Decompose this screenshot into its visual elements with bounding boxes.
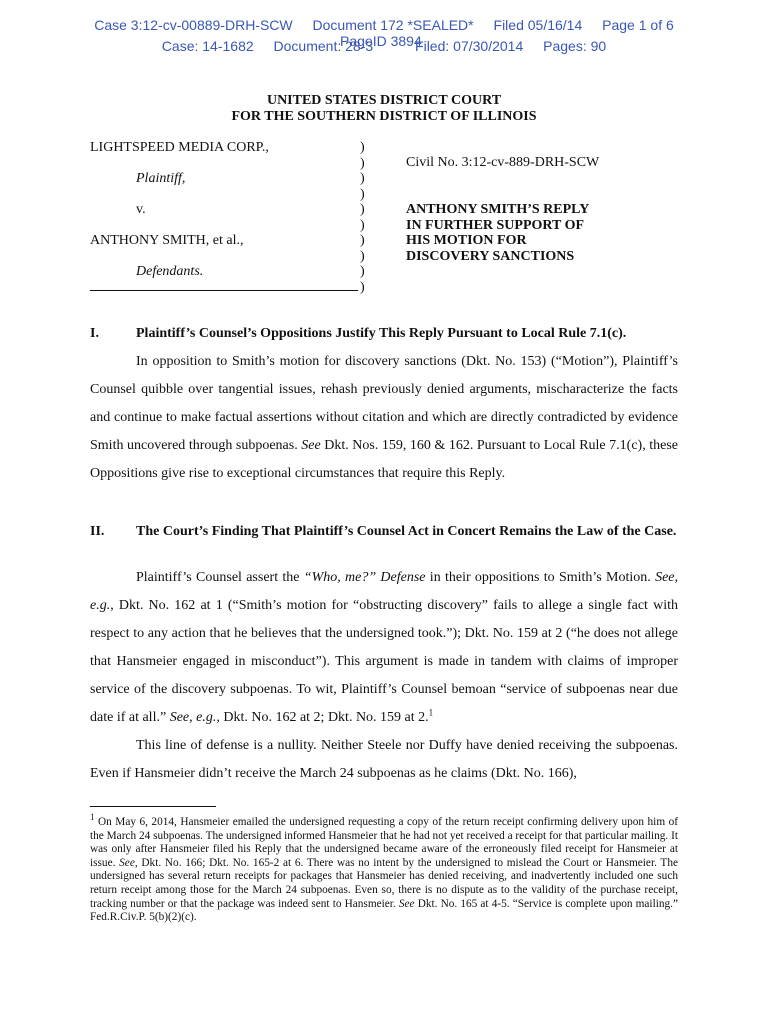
defendant-name: ANTHONY SMITH, et al.,	[90, 233, 244, 248]
appeal-pages: Pages: 90	[543, 38, 607, 54]
caption-parens: ) ) ) ) ) ) ) ) ) )	[360, 140, 365, 295]
ecf-header-district	[0, 17, 768, 33]
civil-number: Civil No. 3:12-cv-889-DRH-SCW	[406, 155, 600, 170]
document-title: ANTHONY SMITH’S REPLY IN FURTHER SUPPORT OF HIS MOTION FOR DISCOVERY SANCTIONS	[406, 202, 590, 264]
appeal-filed-date: Filed: 07/30/2014	[415, 38, 524, 54]
page-id: PageID 3894	[340, 33, 422, 49]
case-number: Case 3:12-cv-00889-DRH-SCW	[94, 17, 293, 33]
filed-date: Filed 05/16/14	[493, 17, 583, 33]
defendant-label: Defendants.	[136, 264, 204, 279]
paragraph-2: Plaintiff’s Counsel assert the “Who, me?” Defense in their oppositions to Smith’s Motion. See, e.g., Dkt. No. 162 at 1 (“Smith’s motion for “obstructing discovery” fails to allege a single fact with respect to any action that he believes that the undersigned took.”); Dkt. No. 159 at 2 (“he does not allege that Hansmeier engaged in misconduct”). This argument is made in tandem with claims of improper service of the discovery subpoenas. To wit, Plaintiff’s Counsel bemoan “service of subpoenas near due date if at all.” See, e.g., Dkt. No. 162 at 2; Dkt. No. 159 at 2.$^1$	[90, 570, 679, 725]
document-number: Document 172 *SEALED*	[312, 17, 474, 33]
page-count: Page 1 of 6	[602, 17, 674, 33]
plaintiff-name: LIGHTSPEED MEDIA CORP.,	[90, 140, 269, 155]
ecf-header-appeal	[0, 38, 768, 54]
footnote-1: $^1$ On May 6, 2014, Hansmeier emailed the undersigned requesting a copy of the return receipt confirming delivery upon him of the March 24 subpoenas. The undersigned informed Hansmeier that he had not yet received a receipt for that particular mailing. It was only after Hansmeier filed his Reply that the undersigned became aware of the erroneously filed receipt for Hansmeier at issue. See, Dkt. No. 166; Dkt. No. 165-2 at 6. There was no intent by the undersigned to mislead the Court or Hansmeier. The undersigned has several return receipts for packages that Hansmeier has denied receiving, and inadvertently included one such return receipt among those for the March 24 subpoenas. Even so, there is no dispute as to the validity of the purchase receipt, tracking number or that the package was indeed sent to Hansmeier. See Dkt. No. 165 at 4-5. “Service is complete upon mailing.” Fed.R.Civ.P. 5(b)(2)(c).	[90, 812, 678, 924]
footnote-ref: 1	[428, 707, 434, 718]
court-name: UNITED STATES DISTRICT COURT FOR THE SOUTHERN DISTRICT OF ILLINOIS	[231, 93, 537, 124]
footnote-rule	[90, 806, 216, 807]
appeal-document-number: Document: 28-3	[273, 38, 374, 54]
caption-rule	[90, 290, 358, 291]
paragraph-3: This line of defense is a nullity. Neither Steele nor Duffy have denied receiving the subpoenas. Even if Hansmeier didn’t receive the March 24 subpoenas as he claims (Dkt. No. 166),	[90, 738, 678, 781]
plaintiff-label: Plaintiff,	[136, 171, 186, 186]
paragraph-1: In opposition to Smith’s motion for discovery sanctions (Dkt. No. 153) (“Motion”), Plaintiff’s Counsel quibble over tangential issues, rehash previously denied arguments, mischaracterize the facts and continue to make factual assertions without citation and which are directly contradicted by evidence Smith uncovered through subpoenas. See Dkt. Nos. 159, 160 & 162. Pursuant to Local Rule 7.1(c), these Oppositions give rise to exceptional circumstances that require this Reply.	[90, 354, 679, 481]
versus: v.	[136, 202, 146, 217]
appeal-case-number: Case: 14-1682	[161, 38, 254, 54]
